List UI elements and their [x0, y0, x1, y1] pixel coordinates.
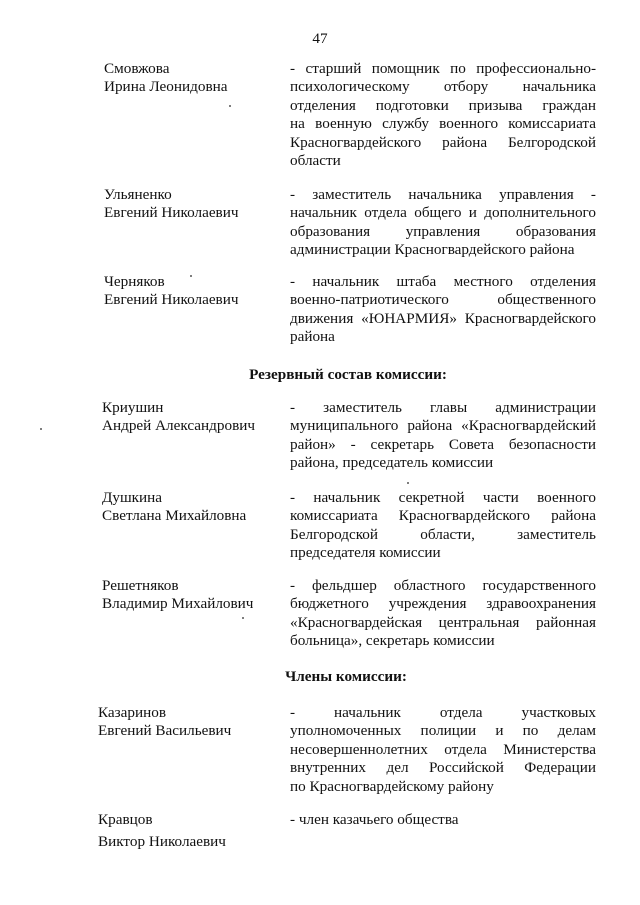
role-line: психологическому отбору начальника: [290, 78, 596, 96]
role-line: по Красногвардейскому району: [290, 777, 494, 795]
person-role: [290, 489, 596, 563]
surname: Казаринов: [98, 704, 167, 721]
role-line: район» - секретарь Совета безопасности: [290, 435, 596, 453]
person-name: [102, 577, 277, 614]
role-line: Белгородской области, заместитель: [290, 525, 596, 543]
scan-speck: [242, 617, 244, 619]
role-line: района, председатель комиссии: [290, 454, 494, 472]
role-line: - начальник секретной части военного: [290, 489, 596, 506]
surname: Черняков: [104, 273, 165, 290]
given-names: Евгений Васильевич: [98, 722, 232, 740]
person-role: [290, 811, 596, 829]
person-name: [102, 399, 277, 436]
person-role: [290, 704, 596, 796]
role-line: - начальник штаба местного отделения: [290, 273, 596, 290]
person-role: [290, 577, 596, 651]
given-names: Виктор Николаевич: [98, 833, 226, 851]
role-line: района: [290, 328, 335, 346]
role-line: - член казачьего общества: [290, 811, 459, 828]
role-line: образования управления образования: [290, 222, 596, 240]
person-name: [102, 489, 277, 526]
surname: Решетняков: [102, 577, 179, 594]
role-line: «Красногвардейская центральная районная: [290, 613, 596, 631]
role-line: председателя комиссии: [290, 544, 441, 562]
role-line: больница», секретарь комиссии: [290, 632, 495, 650]
role-line: несовершеннолетних отдела Министерства: [290, 740, 596, 758]
surname: Смовжова: [104, 60, 170, 77]
given-names: Владимир Михайлович: [102, 595, 254, 613]
person-name: [104, 60, 279, 97]
role-line: - старший помощник по профессионально-: [290, 60, 596, 77]
role-line: военно-патриотического общественного: [290, 291, 596, 309]
role-line: бюджетного учреждения здравоохранения: [290, 595, 596, 613]
role-line: администрации Красногвардейского района: [290, 241, 575, 259]
role-line: муниципального района «Красногвардейский: [290, 417, 596, 435]
person-name: [104, 273, 279, 310]
person-name: [98, 811, 273, 870]
role-line: отделения подготовки призыва граждан: [290, 96, 596, 114]
person-name: [104, 186, 279, 223]
surname: Душкина: [102, 489, 163, 506]
scan-speck: [190, 275, 192, 277]
person-role: [290, 60, 596, 170]
role-line: комиссариата Красногвардейского района: [290, 507, 596, 525]
scan-speck: [229, 105, 231, 107]
role-line: - заместитель главы администрации: [290, 399, 596, 416]
role-line: Красногвардейского района Белгородской: [290, 133, 596, 151]
person-role: [290, 273, 596, 347]
person-role: [290, 399, 596, 473]
person-name: [98, 704, 273, 741]
role-line: на военную службу военного комиссариата: [290, 115, 596, 133]
page-number: 47: [312, 30, 328, 47]
section-heading-members: Члены комиссии:: [285, 668, 407, 685]
surname: Ульяненко: [104, 186, 172, 203]
role-line: области: [290, 152, 341, 170]
role-line: - фельдшер областного государственного: [290, 577, 596, 594]
person-role: [290, 186, 596, 260]
section-heading-reserve: Резервный состав комиссии:: [249, 366, 447, 383]
role-line: движения «ЮНАРМИЯ» Красногвардейского: [290, 309, 596, 327]
role-line: - заместитель начальника управления -: [290, 186, 596, 203]
surname: Криушин: [102, 399, 164, 416]
scan-speck: [407, 482, 409, 484]
scan-speck: [40, 428, 42, 430]
role-line: - начальник отдела участковых: [290, 704, 596, 721]
surname: Кравцов: [98, 811, 153, 828]
given-names: Ирина Леонидовна: [104, 78, 228, 96]
role-line: уполномоченных полиции и по делам: [290, 722, 596, 740]
role-line: внутренних дел Российской Федерации: [290, 759, 596, 777]
given-names: Евгений Николаевич: [104, 291, 239, 309]
given-names: Евгений Николаевич: [104, 204, 239, 222]
given-names: Светлана Михайловна: [102, 507, 247, 525]
role-line: начальник отдела общего и дополнительного: [290, 204, 596, 222]
given-names: Андрей Александрович: [102, 417, 256, 435]
